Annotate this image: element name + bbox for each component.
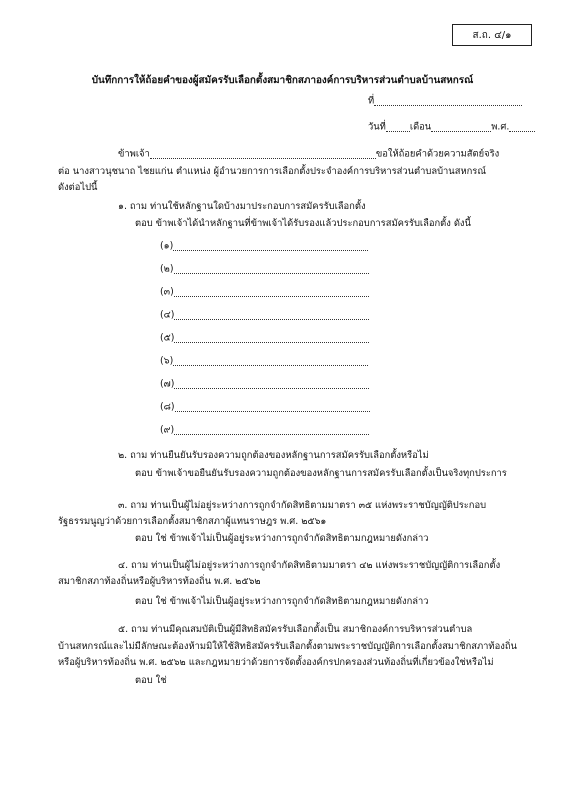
intro-suffix: ขอให้ถ้อยคำด้วยความสัตย์จริง — [375, 148, 500, 160]
q5-ask-continued-2: หรือผู้บริหารท้องถิ่น พ.ศ. ๒๕๖๒ และกฎหมายว่าด้วยการจัดตั้งองค์กรปกครองส่วนท้องถิ่นที่เกี่ยวข้องใช่หรือไม่ — [58, 657, 494, 668]
q4-ask-continued: สมาชิกสภาท้องถิ่นหรือผู้บริหารท้องถิ่น พ.ศ. ๒๕๖๒ — [58, 576, 261, 587]
item-number: (๙) — [160, 424, 175, 436]
at-line — [368, 96, 522, 106]
intro-line-2: ต่อ นางสาวนุชนาถ ไชยแก่น ตำแหน่ง ผู้อำนวยการการเลือกตั้งประจำองค์การบริหารส่วนตำบลบ้านสหกรณ์ — [58, 166, 487, 177]
intro-prefix: ข้าพเจ้า — [118, 148, 150, 160]
item-field[interactable] — [174, 425, 369, 435]
q2-ask: ๒. ถาม ท่านยืนยันรับรองความถูกต้องของหลักฐานการสมัครรับเลือกตั้งหรือไม่ — [118, 450, 429, 461]
date-line — [368, 122, 535, 132]
form-code-box — [452, 24, 532, 46]
year-label: พ.ศ. — [491, 121, 510, 133]
q4-ask: ๔. ถาม ท่านเป็นผู้ไม่อยู่ระหว่างการถูกจำกัดสิทธิตามมาตรา ๔๒ แห่งพระราชบัญญัติการเลือกตั้ง — [118, 560, 501, 571]
q1-item — [160, 356, 368, 366]
q1-ask: ๑. ถาม ท่านใช้หลักฐานใดบ้างมาประกอบการสมัครรับเลือกตั้ง — [118, 201, 366, 212]
document-title: บันทึกการให้ถ้อยคำของผู้สมัครรับเลือกตั้งสมาชิกสภาองค์การบริหารส่วนตำบลบ้านสหกรณ์ — [91, 75, 474, 86]
q1-item — [160, 333, 369, 343]
q1-answer: ตอบ ข้าพเจ้าได้นำหลักฐานที่ข้าพเจ้าได้รับรองแล้วประกอบการสมัครรับเลือกตั้ง ดังนี้ — [135, 218, 471, 229]
q2-answer: ตอบ ข้าพเจ้าขอยืนยันรับรองความถูกต้องของหลักฐานการสมัครรับเลือกตั้งเป็นจริงทุกประการ — [135, 468, 507, 479]
q4-answer: ตอบ ใช่ ข้าพเจ้าไม่เป็นผู้อยู่ระหว่างการถูกจำกัดสิทธิตามกฎหมายดังกล่าว — [135, 596, 429, 607]
at-field[interactable] — [374, 96, 522, 106]
item-number: (๒) — [160, 263, 174, 275]
intro-line-1 — [118, 149, 499, 159]
intro-line-3: ดังต่อไปนี้ — [58, 182, 98, 193]
item-number: (๗) — [160, 378, 175, 390]
item-number: (๘) — [160, 401, 175, 413]
q1-item — [160, 310, 369, 320]
item-number: (๖) — [160, 355, 174, 367]
q1-item — [160, 264, 369, 274]
item-field[interactable] — [174, 264, 369, 274]
name-field[interactable] — [150, 149, 376, 159]
month-field[interactable] — [431, 122, 491, 132]
q3-answer: ตอบ ใช่ ข้าพเจ้าไม่เป็นผู้อยู่ระหว่างการถูกจำกัดสิทธิตามกฎหมายดังกล่าว — [135, 533, 429, 544]
q3-ask-continued: รัฐธรรมนูญว่าด้วยการเลือกตั้งสมาชิกสภาผู้แทนราษฎร พ.ศ. ๒๕๖๑ — [58, 516, 327, 527]
q5-answer: ตอบ ใช่ — [135, 675, 167, 686]
item-field[interactable] — [173, 356, 368, 366]
item-field[interactable] — [174, 287, 369, 297]
item-field[interactable] — [174, 379, 369, 389]
item-number: (๑) — [160, 240, 174, 252]
item-field[interactable] — [175, 402, 370, 412]
year-field[interactable] — [509, 122, 535, 132]
at-label: ที่ — [368, 95, 375, 107]
item-field[interactable] — [174, 333, 369, 343]
form-code: ส.ถ. ๔/๑ — [472, 29, 512, 41]
item-field[interactable] — [174, 310, 369, 320]
q1-item — [160, 402, 370, 412]
q1-item — [160, 287, 369, 297]
month-label: เดือน — [409, 121, 432, 133]
item-number: (๔) — [160, 309, 175, 321]
q1-item — [160, 425, 369, 435]
q1-item — [160, 241, 368, 251]
date-field[interactable] — [386, 122, 410, 132]
item-field[interactable] — [173, 241, 368, 251]
q5-ask: ๕. ถาม ท่านมีคุณสมบัติเป็นผู้มีสิทธิสมัครรับเลือกตั้งเป็น สมาชิกองค์การบริหารส่วนตำบล — [118, 624, 473, 635]
item-number: (๓) — [160, 286, 174, 298]
q5-ask-continued: บ้านสหกรณ์และไม่มีลักษณะต้องห้ามมิให้ใช้สิทธิสมัครรับเลือกตั้งตามพระราชบัญญัติการเลือกตั้งสมาชิกสภาท้องถิ่น — [58, 641, 517, 652]
q3-ask: ๓. ถาม ท่านเป็นผู้ไม่อยู่ระหว่างการถูกจำกัดสิทธิตามมาตรา ๓๕ แห่งพระราชบัญญัติประกอบ — [118, 500, 487, 511]
date-label: วันที่ — [368, 121, 386, 133]
item-number: (๕) — [160, 332, 175, 344]
q1-item — [160, 379, 369, 389]
